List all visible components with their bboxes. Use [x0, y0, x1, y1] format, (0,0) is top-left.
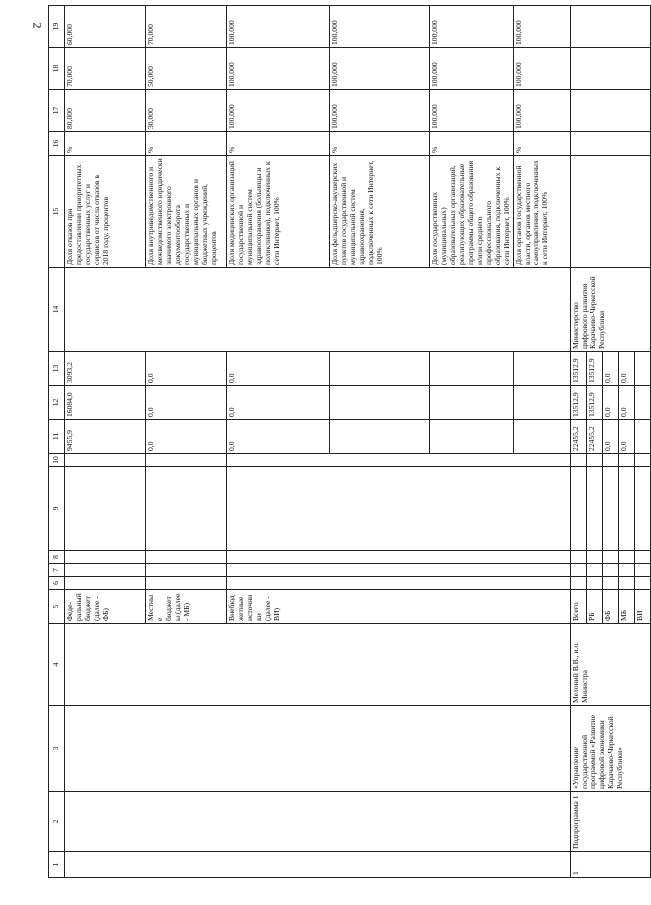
- funding-source: РБ: [586, 590, 602, 624]
- indicator-2020: 100,000: [227, 48, 330, 90]
- indicator-2021: 100,000: [227, 6, 330, 48]
- indicator-unit: %: [146, 132, 227, 156]
- header-cell: 2: [49, 792, 65, 852]
- value-2019: 0,0: [602, 420, 618, 454]
- indicator-name: Доля отказов при предоставлении приоритетных государственных услуг и сервисов от числа отказов в 2018 году, процентов: [65, 156, 146, 268]
- indicator-2021: 100,000: [513, 6, 570, 48]
- indicator-2019: 100,000: [513, 90, 570, 132]
- value-2019: [634, 420, 650, 454]
- value-2019: 22455,2: [570, 420, 586, 454]
- header-cell: 3: [49, 706, 65, 792]
- funding-source: Феде-ральный бюджет (далее - ФБ): [65, 590, 146, 624]
- indicator-name: Доля медицинских организаций государственной и муниципальной систем здравоохранения (больницы и поликлиники), подключенных к сети Интернет, 100%: [227, 156, 330, 268]
- header-cell: 6: [49, 577, 65, 590]
- value-2021: 0,0: [227, 352, 330, 386]
- value-2019: 0,0: [227, 420, 330, 454]
- indicator-2019: 100,000: [330, 90, 430, 132]
- value-2020: 13512,9: [570, 386, 586, 420]
- page-number: 2: [30, 22, 45, 29]
- indicator-2019: 80,000: [65, 90, 146, 132]
- indicator-unit: %: [65, 132, 146, 156]
- subprogram-row: [570, 6, 586, 878]
- indicator-2021: 100,000: [430, 6, 514, 48]
- rotated-table-wrapper: [48, 16, 644, 878]
- header-cell: 5: [49, 590, 65, 624]
- program-table: [48, 5, 651, 878]
- value-2020: 16084,0: [65, 386, 146, 420]
- funding-source: ВИ: [634, 590, 650, 624]
- cell-c4: [65, 624, 571, 706]
- indicator-2020: 50,000: [146, 48, 227, 90]
- value-2020: 0,0: [618, 386, 634, 420]
- header-cell: 19: [49, 6, 65, 48]
- indicator-2020: 100,000: [430, 48, 514, 90]
- value-2020: [634, 386, 650, 420]
- funding-source: Внебюджетные источники (далее - ВИ): [227, 590, 571, 624]
- indicator-2021: 70,000: [146, 6, 227, 48]
- indicator-name: Доля органов государственной власти, органов местного самоуправления, подключенных к сети Интернет, 100%: [513, 156, 570, 268]
- header-cell: 16: [49, 132, 65, 156]
- value-2019: 22455,2: [586, 420, 602, 454]
- table-row: [65, 6, 146, 878]
- header-cell: 17: [49, 90, 65, 132]
- value-2021: 0,0: [146, 352, 227, 386]
- value-2019: 0,0: [618, 420, 634, 454]
- indicator-name: Доля государственных (муниципальных) образовательных организаций, реализующих образовательные программы общего образования и/или среднего профессионального образования, подключенных к сети Интернет, 100%: [430, 156, 514, 268]
- header-cell: 1: [49, 852, 65, 878]
- cell-c2: [65, 792, 571, 852]
- value-2019: 9455,9: [65, 420, 146, 454]
- subprogram-number: 1: [570, 852, 650, 878]
- indicator-2020: 100,000: [330, 48, 430, 90]
- value-2021: 13512,9: [570, 352, 586, 386]
- indicator-2020: 100,000: [513, 48, 570, 90]
- indicator-2020: 70,000: [65, 48, 146, 90]
- value-2020: 13512,9: [586, 386, 602, 420]
- indicator-unit: %: [513, 132, 570, 156]
- indicator-2019: 100,000: [430, 90, 514, 132]
- indicator-unit: %: [227, 132, 330, 156]
- header-row: [49, 6, 65, 878]
- value-2019: 0,0: [146, 420, 227, 454]
- value-2021: 3093,2: [65, 352, 146, 386]
- funding-source: Всего: [570, 590, 586, 624]
- subprogram-name: «Управление государственной программой «Развитие цифровой экономики Карачаево-Черкесской Республики»: [570, 706, 650, 792]
- value-2020: 0,0: [602, 386, 618, 420]
- value-2021: 13512,9: [586, 352, 602, 386]
- header-cell: 13: [49, 352, 65, 386]
- header-cell: 8: [49, 551, 65, 564]
- indicator-2019: 30,000: [146, 90, 227, 132]
- indicator-unit: %: [430, 132, 514, 156]
- funding-source: ФБ: [602, 590, 618, 624]
- header-cell: 7: [49, 564, 65, 577]
- header-cell: 14: [49, 268, 65, 352]
- value-2021: 0,0: [602, 352, 618, 386]
- funding-source: Местные бюджеты (далее - МБ): [146, 590, 227, 624]
- subprogram-executor: Министерство цифрового развития Карачаево-Черкесской Республики: [570, 268, 650, 352]
- header-cell: 9: [49, 467, 65, 551]
- indicator-2021: 100,000: [330, 6, 430, 48]
- indicator-2021: 60,000: [65, 6, 146, 48]
- cell-c14: [65, 268, 571, 352]
- value-2021: 0,0: [618, 352, 634, 386]
- header-cell: 4: [49, 624, 65, 706]
- indicator-unit: %: [330, 132, 430, 156]
- cell-c3: [65, 706, 571, 792]
- header-cell: 10: [49, 454, 65, 467]
- value-2020: 0,0: [227, 386, 330, 420]
- cell-c1: [65, 852, 571, 878]
- value-2021: [634, 352, 650, 386]
- indicator-name: Доля внутриведомственного и межведомственного юридически значимого электронного документооборота государственных и муниципальных органов и бюджетных учреждений, процентов: [146, 156, 227, 268]
- header-cell: 18: [49, 48, 65, 90]
- header-cell: 11: [49, 420, 65, 454]
- subprogram-title: Подпрограмма 1: [570, 792, 650, 852]
- indicator-name: Доля фельдшерско-акушерских пунктов государственной и муниципальной систем здравоохранения, подключенных к сети Интернет, 100%: [330, 156, 430, 268]
- header-cell: 15: [49, 156, 65, 268]
- value-2020: 0,0: [146, 386, 227, 420]
- indicator-2019: 100,000: [227, 90, 330, 132]
- funding-source: МБ: [618, 590, 634, 624]
- subprogram-responsible: Мелоний В.В., и.о. Министра: [570, 624, 650, 706]
- header-cell: 12: [49, 386, 65, 420]
